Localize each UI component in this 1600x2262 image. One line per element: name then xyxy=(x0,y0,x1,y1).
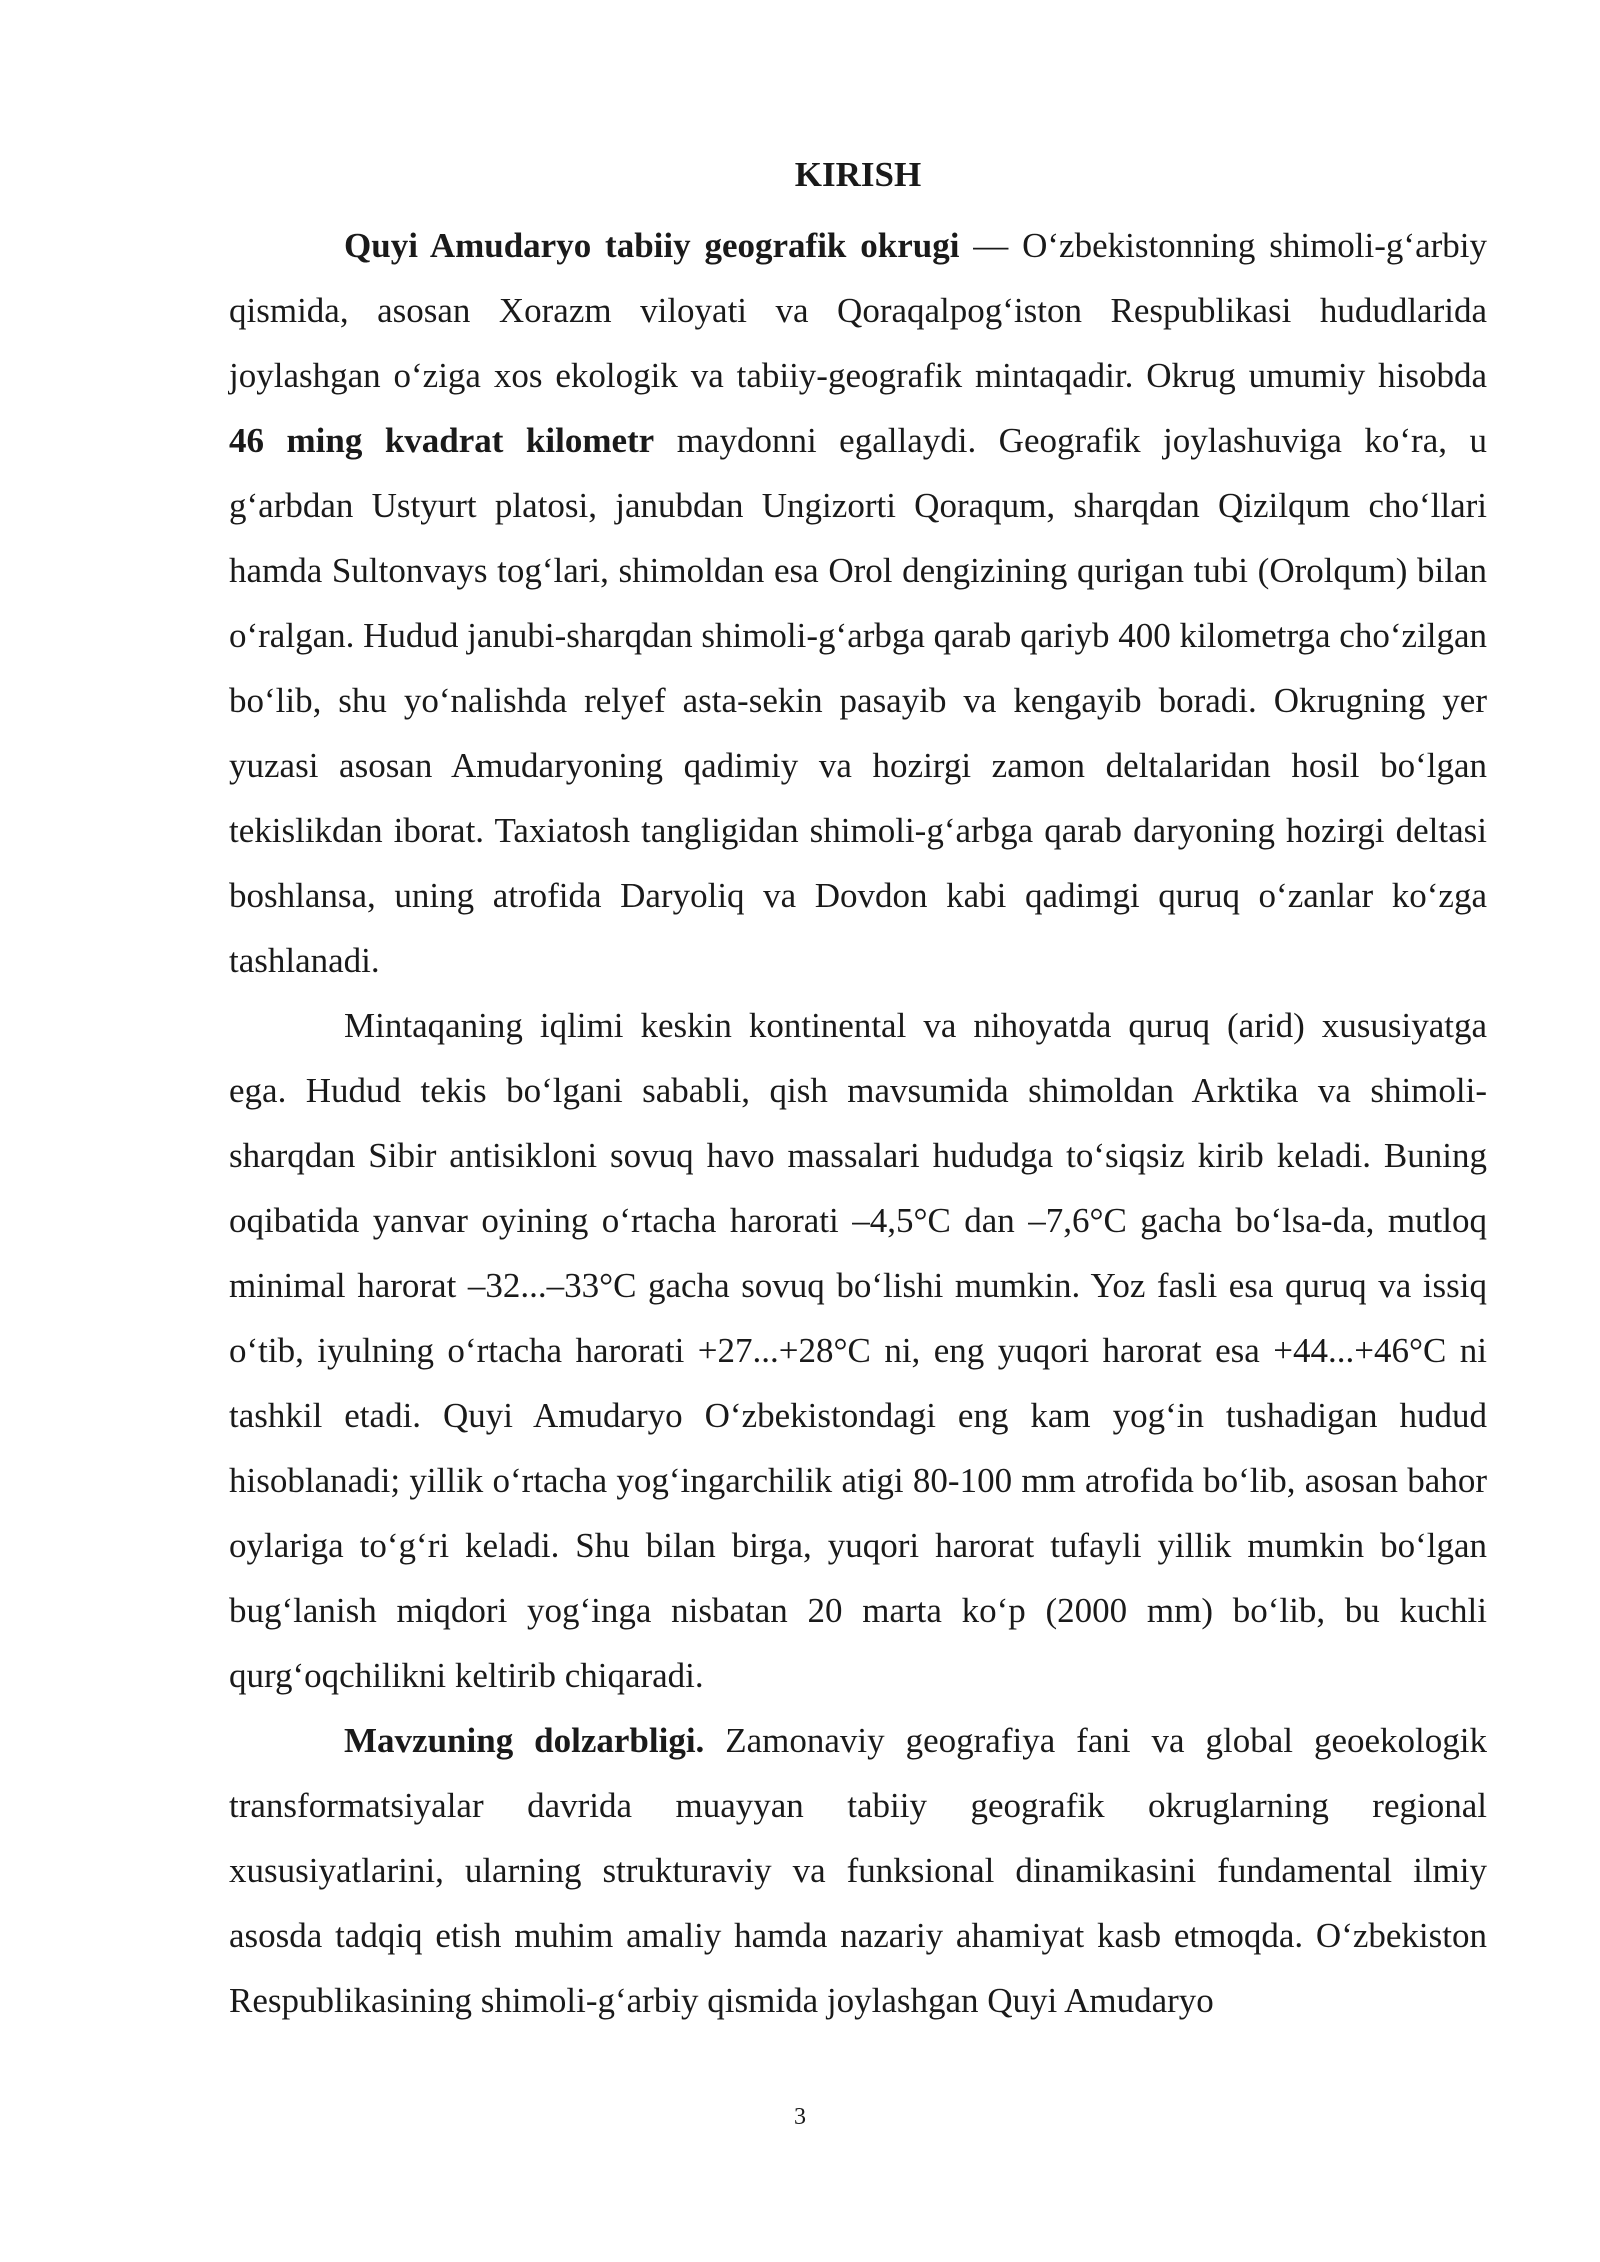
page-number: 3 xyxy=(794,2104,806,2130)
page-content xyxy=(229,150,1487,2033)
climate-text: Mintaqaning iqlimi keskin kontinental va nihoyatda quruq (arid) xususiyatga ega. Hudud tekis bo‘lgani sababli, qish mavsumida shimoldan Arktika va shimoli-sharqdan Sibir antisikloni sovuq havo massalari hududga to‘siqsiz kirib keladi. Buning oqibatida yanvar oyining o‘rtacha harorati –4,5°C dan –7,6°C gacha bo‘lsa-da, mutloq minimal harorat –32...–33°C gacha sovuq bo‘lishi mumkin. Yoz fasli esa quruq va issiq o‘tib, iyulning o‘rtacha harorati +27...+28°C ni, eng yuqori harorat esa +44...+46°C ni tashkil etadi. Quyi Amudaryo O‘zbekistondagi eng kam yog‘in tushadigan hudud hisoblanadi; yillik o‘rtacha yog‘ingarchilik atigi 80-100 mm atrofida bo‘lib, asosan bahor oylariga to‘g‘ri keladi. Shu bilan birga, yuqori harorat tufayli yillik mumkin bo‘lgan bug‘lanish miqdori yog‘inga nisbatan 20 marta ko‘p (2000 mm) bo‘lib, bu kuchli qurg‘oqchilikni keltirib chiqaradi. xyxy=(229,1006,1487,1695)
page-title: KIRISH xyxy=(794,155,922,194)
intro-lead: Quyi Amudaryo tabiiy geografik okrugi xyxy=(344,226,960,265)
intro-emphasis: 46 ming kvadrat kilometr xyxy=(229,421,655,460)
paragraph-intro xyxy=(229,213,1487,993)
paragraph-relevance xyxy=(229,1708,1487,2033)
paragraph-climate xyxy=(229,993,1487,1708)
relevance-lead: Mavzuning dolzarbligi. xyxy=(344,1721,705,1760)
relevance-text: Zamonaviy geografiya fani va global geoekologik transformatsiyalar davrida muayyan tabiiy geografik okruglarning regional xususiyatlarini, ularning strukturaviy va funksional dinamikasini fundamental ilmiy asosda tadqiq etish muhim amaliy hamda nazariy ahamiyat kasb etmoqda. O‘zbekiston Respublikasining shimoli-g‘arbiy qismida joylashgan Quyi Amudaryo xyxy=(229,1721,1487,2020)
intro-text-part1: — O‘zbekistonning shimoli-g‘arbiy qismida, asosan Xorazm viloyati va Qoraqalpog‘iston Respublikasi hududlarida joylashgan o‘ziga xos ekologik va tabiiy-geografik mintaqadir. Okrug umumiy hisobda xyxy=(229,226,1487,395)
intro-text-part2: maydonni egallaydi. Geografik joylashuviga ko‘ra, u g‘arbdan Ustyurt platosi, janubdan Ungizorti Qoraqum, sharqdan Qizilqum cho‘llari hamda Sultonvays tog‘lari, shimoldan esa Orol dengizining qurigan tubi (Orolqum) bilan o‘ralgan. Hudud janubi-sharqdan shimoli-g‘arbga qarab qariyb 400 kilometrga cho‘zilgan bo‘lib, shu yo‘nalishda relyef asta-sekin pasayib va kengayib boradi. Okrugning yer yuzasi asosan Amudaryoning qadimiy va hozirgi zamon deltalaridan hosil bo‘lgan tekislikdan iborat. Taxiatosh tangligidan shimoli-g‘arbga qarab daryoning hozirgi deltasi boshlansa, uning atrofida Daryoliq va Dovdon kabi qadimgi quruq o‘zanlar ko‘zga tashlanadi. xyxy=(229,421,1488,980)
